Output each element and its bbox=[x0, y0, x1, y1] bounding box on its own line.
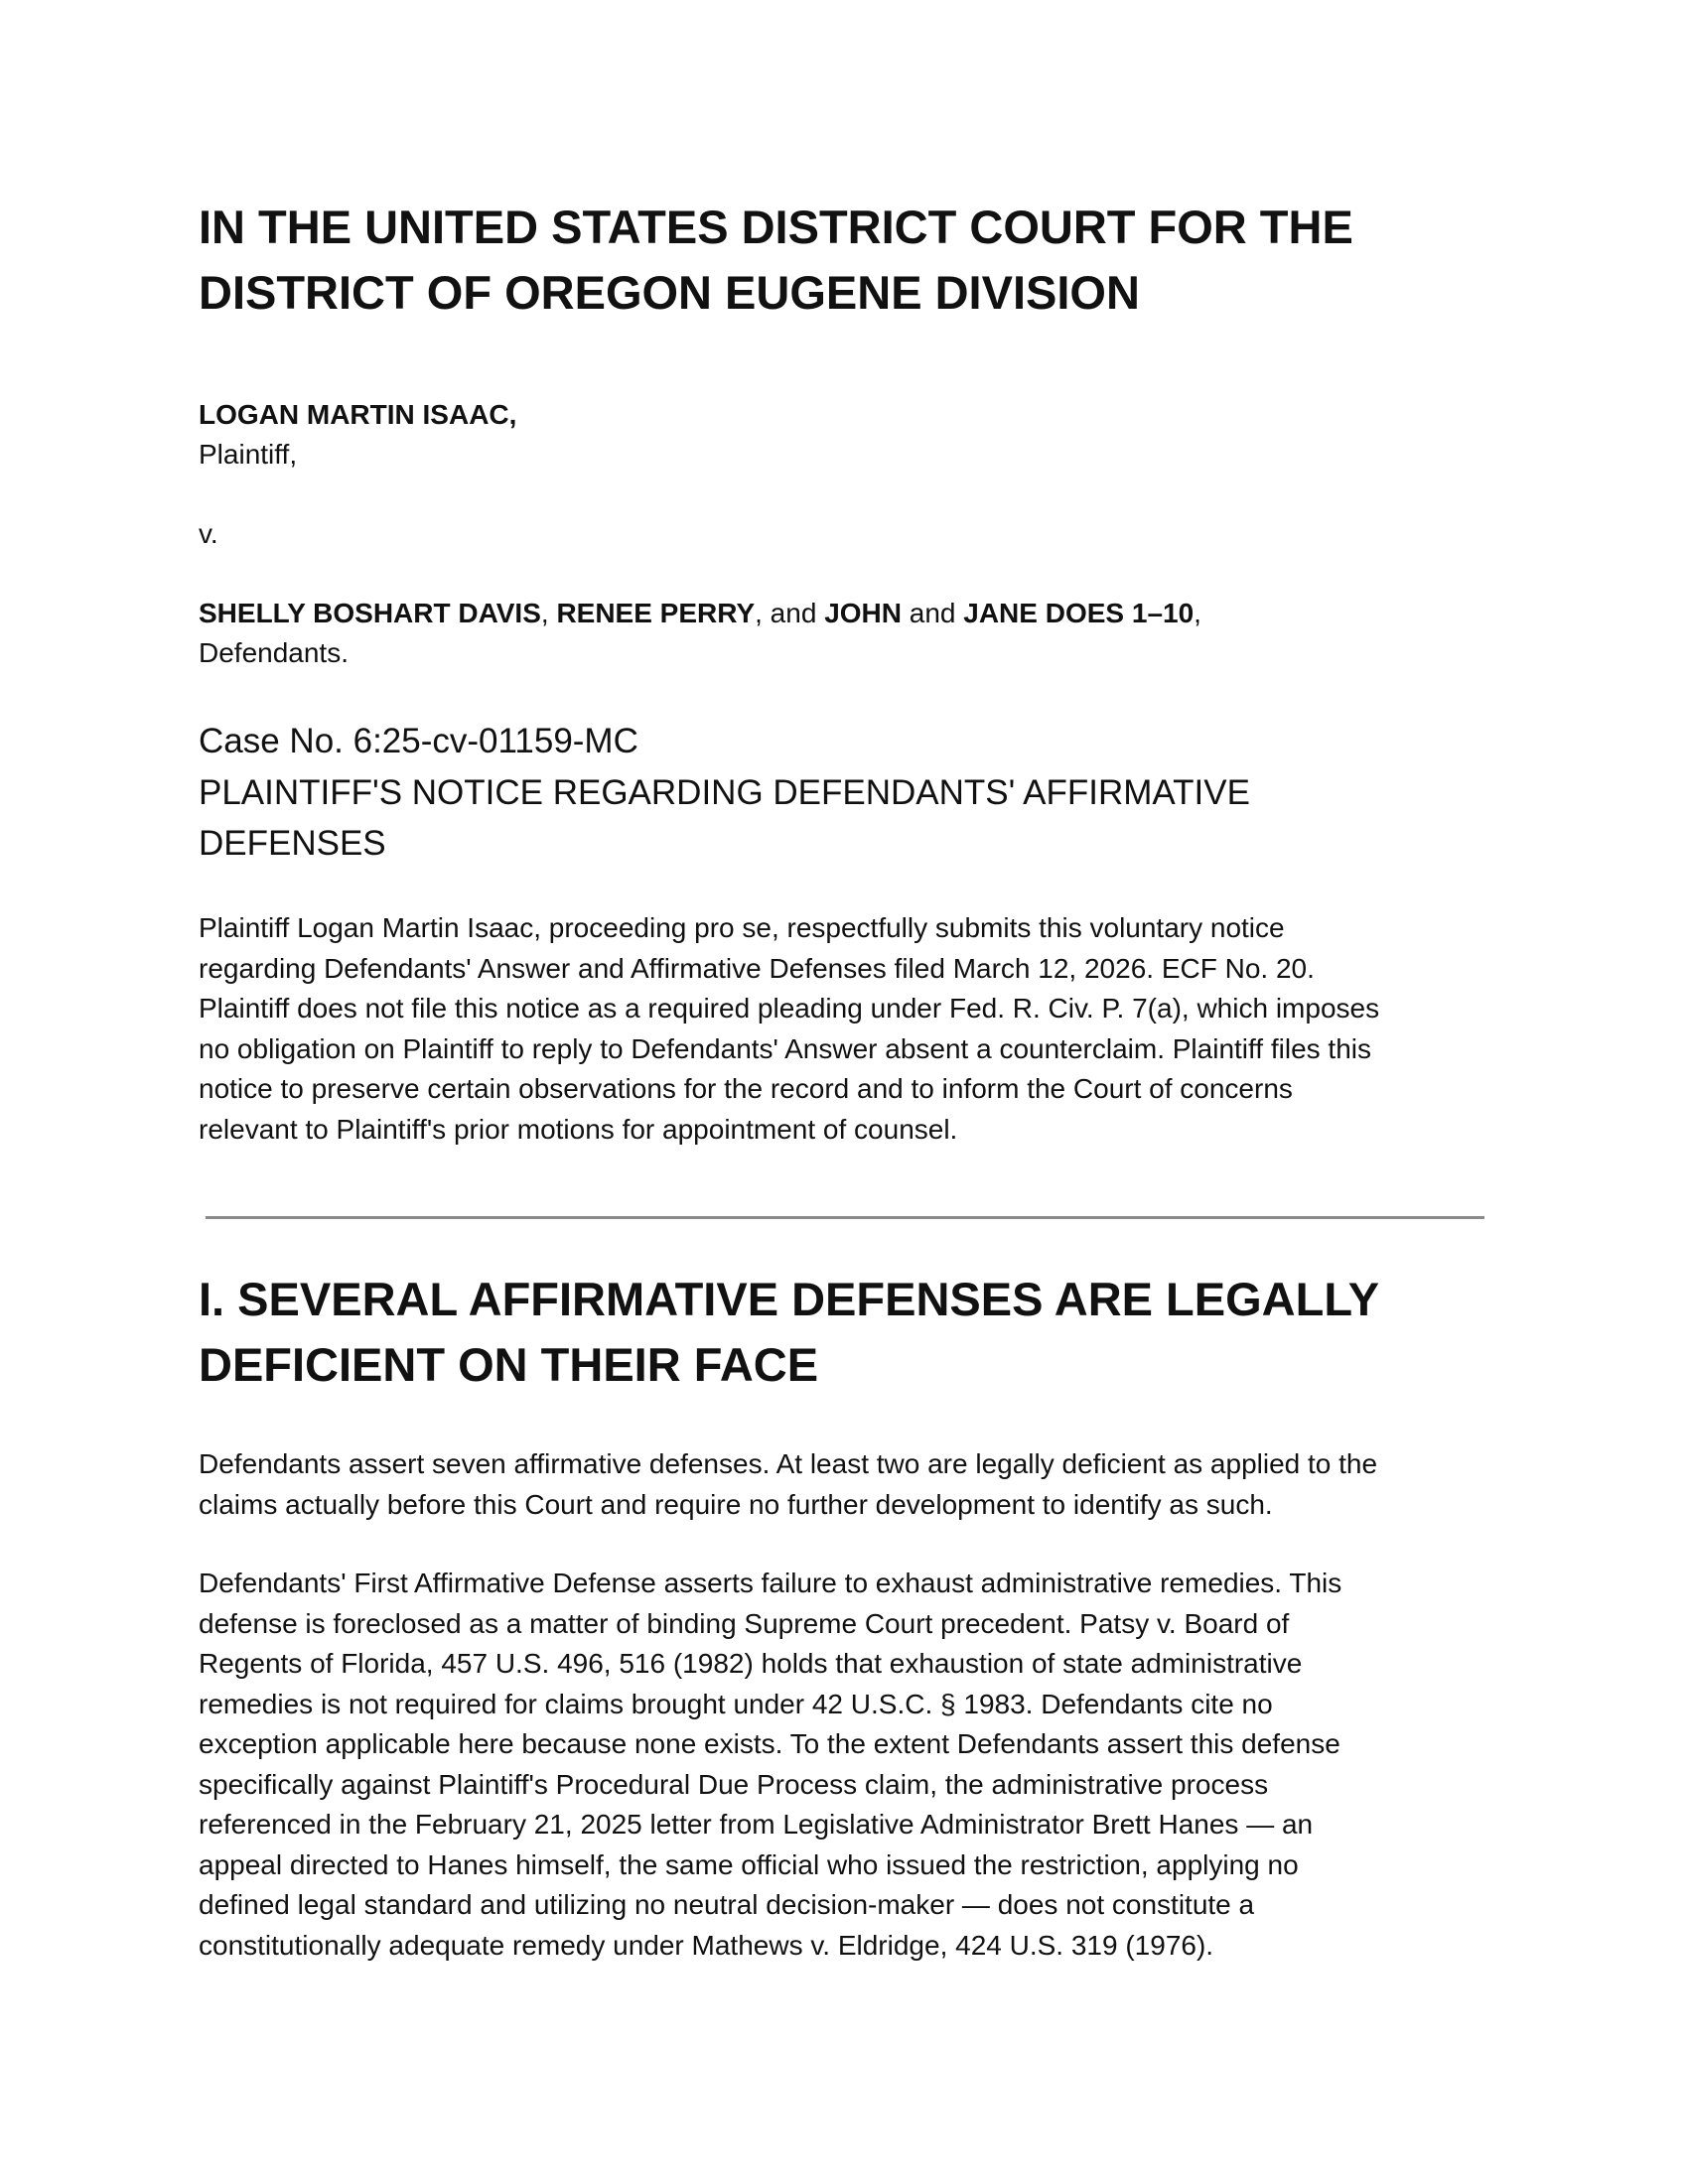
paragraph-line: Regents of Florida, 457 U.S. 496, 516 (1982) holds that exhaustion of state administrative bbox=[199, 1648, 1303, 1679]
court-caption-line-2: DISTRICT OF OREGON EUGENE DIVISION bbox=[199, 266, 1140, 319]
paragraph-line: appeal directed to Hanes himself, the same official who issued the restriction, applying no bbox=[199, 1848, 1299, 1880]
court-caption-line-1: IN THE UNITED STATES DISTRICT COURT FOR THE bbox=[199, 201, 1353, 253]
section-1-heading bbox=[199, 1267, 1529, 1398]
plaintiff-name: LOGAN MARTIN ISAAC, bbox=[199, 399, 517, 430]
paragraph-line: remedies is not required for claims brought under 42 U.S.C. § 1983. Defendants cite no bbox=[199, 1688, 1273, 1719]
intro-line: Plaintiff does not file this notice as a required pleading under Fed. R. Civ. P. 7(a), which imposes bbox=[199, 993, 1380, 1024]
section-1-paragraph-2 bbox=[199, 1564, 1519, 1966]
notice-title-line-2: DEFENSES bbox=[199, 824, 386, 863]
section-1-heading-line-2: DEFICIENT ON THEIR FACE bbox=[199, 1338, 819, 1391]
defendant-name-1: SHELLY BOSHART DAVIS bbox=[199, 598, 541, 628]
versus-label: v. bbox=[199, 518, 218, 549]
notice-title-line-1: PLAINTIFF'S NOTICE REGARDING DEFENDANTS' AFFIRMATIVE bbox=[199, 773, 1250, 812]
defendants-names bbox=[199, 594, 1489, 633]
defendant-name-4: JANE DOES 1–10 bbox=[963, 598, 1195, 628]
defendant-name-2: RENEE PERRY bbox=[556, 598, 756, 628]
intro-line: no obligation on Plaintiff to reply to Defendants' Answer absent a counterclaim. Plaintiff files this bbox=[199, 1032, 1371, 1064]
defendants-role: Defendants. bbox=[199, 637, 349, 668]
plaintiff-block bbox=[199, 395, 1489, 475]
notice-title bbox=[199, 767, 1440, 869]
intro-paragraph bbox=[199, 908, 1519, 1150]
paragraph-line: claims actually before this Court and require no further development to identify as such. bbox=[199, 1488, 1273, 1520]
paragraph-line: defined legal standard and utilizing no neutral decision-maker — does not constitute a bbox=[199, 1889, 1255, 1920]
intro-line: relevant to Plaintiff's prior motions for appointment of counsel. bbox=[199, 1113, 958, 1145]
section-1-paragraph-1 bbox=[199, 1444, 1519, 1525]
paragraph-line: defense is foreclosed as a matter of binding Supreme Court precedent. Patsy v. Board of bbox=[199, 1607, 1290, 1639]
paragraph-line: Defendants assert seven affirmative defenses. At least two are legally deficient as applied to the bbox=[199, 1448, 1378, 1479]
defendants-block bbox=[199, 594, 1489, 673]
intro-line: regarding Defendants' Answer and Affirmative Defenses filed March 12, 2026. ECF No. 20. bbox=[199, 952, 1315, 984]
intro-line: Plaintiff Logan Martin Isaac, proceeding pro se, respectfully submits this voluntary notice bbox=[199, 912, 1285, 943]
court-caption-heading bbox=[199, 195, 1529, 326]
intro-line: notice to preserve certain observations for the record and to inform the Court of concerns bbox=[199, 1073, 1293, 1104]
paragraph-line: referenced in the February 21, 2025 letter from Legislative Administrator Brett Hanes — an bbox=[199, 1809, 1314, 1840]
defendant-separator-2: , and bbox=[755, 598, 825, 628]
defendant-name-3: JOHN bbox=[824, 598, 902, 628]
paragraph-line: constitutionally adequate remedy under Mathews v. Eldridge, 424 U.S. 319 (1976). bbox=[199, 1929, 1214, 1961]
paragraph-line: exception applicable here because none exists. To the extent Defendants assert this defense bbox=[199, 1728, 1340, 1759]
plaintiff-role: Plaintiff, bbox=[199, 439, 298, 470]
defendant-separator-3: and bbox=[901, 598, 964, 628]
defendant-separator-4: , bbox=[1194, 598, 1201, 628]
case-number: Case No. 6:25-cv-01159-MC bbox=[199, 722, 638, 760]
horizontal-divider bbox=[206, 1216, 1484, 1219]
section-1-heading-line-1: I. SEVERAL AFFIRMATIVE DEFENSES ARE LEGALLY bbox=[199, 1273, 1380, 1325]
paragraph-line: specifically against Plaintiff's Procedural Due Process claim, the administrative process bbox=[199, 1768, 1269, 1800]
defendant-separator-1: , bbox=[540, 598, 557, 628]
paragraph-line: Defendants' First Affirmative Defense asserts failure to exhaust administrative remedies. This bbox=[199, 1568, 1342, 1598]
